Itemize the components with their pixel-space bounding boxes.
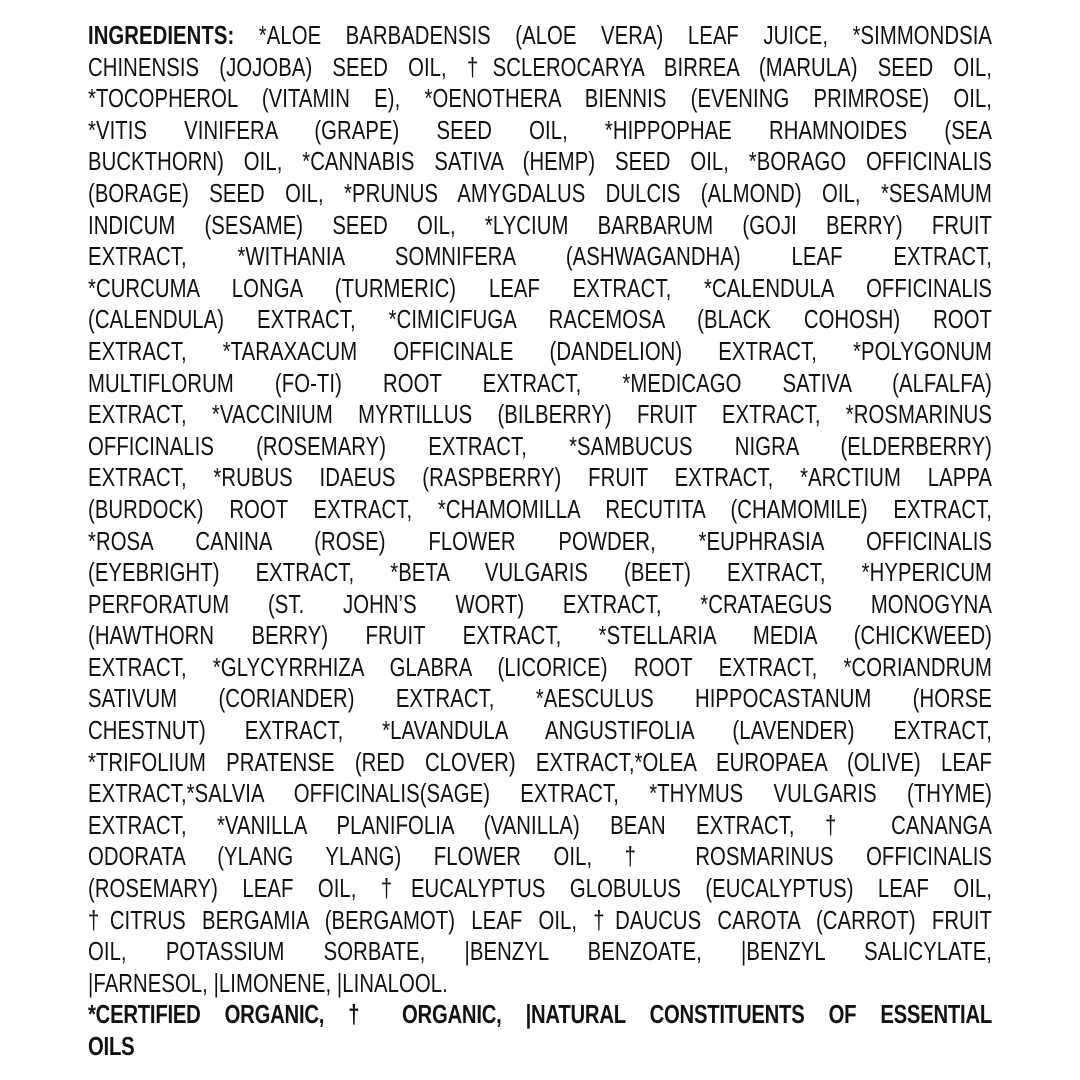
ingredients-first-line <box>88 20 992 52</box>
ingredients-line: EXTRACT, *VANILLA PLANIFOLIA (VANILLA) BEAN EXTRACT, † CANANGA <box>88 809 993 840</box>
ingredients-line: *VITIS VINIFERA (GRAPE) SEED OIL, *HIPPOPHAE RHAMNOIDES (SEA <box>88 114 993 145</box>
ingredients-line: ODORATA (YLANG YLANG) FLOWER OIL, † ROSMARINUS OFFICINALIS <box>88 841 993 872</box>
ingredients-text-block <box>88 20 992 1063</box>
ingredients-line: (HAWTHORN BERRY) FRUIT EXTRACT, *STELLARIA MEDIA (CHICKWEED) <box>88 620 993 651</box>
ingredients-line: BUCKTHORN) OIL, *CANNABIS SATIVA (HEMP) SEED OIL, *BORAGO OFFICINALIS <box>88 146 993 177</box>
ingredients-last-line: |FARNESOL, |LIMONENE, |LINALOOL. <box>88 967 448 998</box>
ingredients-line: CHINENSIS (JOJOBA) SEED OIL, †SCLEROCARYA BIRREA (MARULA) SEED OIL, <box>88 51 993 82</box>
ingredients-line: *TRIFOLIUM PRATENSE (RED CLOVER) EXTRACT,*OLEA EUROPAEA (OLIVE) LEAF <box>88 746 993 777</box>
ingredients-line: MULTIFLORUM (FO-TI) ROOT EXTRACT, *MEDICAGO SATIVA (ALFALFA) <box>88 367 993 398</box>
ingredients-line: (BORAGE) SEED OIL, *PRUNUS AMYGDALUS DULCIS (ALMOND) OIL, *SESAMUM <box>88 177 993 208</box>
ingredients-line: EXTRACT, *WITHANIA SOMNIFERA (ASHWAGANDHA) LEAF EXTRACT, <box>88 241 993 272</box>
ingredients-line: EXTRACT, *VACCINIUM MYRTILLUS (BILBERRY) FRUIT EXTRACT, *ROSMARINUS <box>88 399 993 430</box>
ingredients-line: EXTRACT, *RUBUS IDAEUS (RASPBERRY) FRUIT EXTRACT, *ARCTIUM LAPPA <box>88 462 993 493</box>
ingredients-line: (EYEBRIGHT) EXTRACT, *BETA VULGARIS (BEET) EXTRACT, *HYPERICUM <box>88 557 993 588</box>
ingredients-line: EXTRACT,*SALVIA OFFICINALIS(SAGE) EXTRACT, *THYMUS VULGARIS (THYME) <box>88 778 993 809</box>
ingredients-line: EXTRACT, *GLYCYRRHIZA GLABRA (LICORICE) ROOT EXTRACT, *CORIANDRUM <box>88 651 993 682</box>
ingredients-line: CHESTNUT) EXTRACT, *LAVANDULA ANGUSTIFOLIA (LAVENDER) EXTRACT, <box>88 715 993 746</box>
ingredients-line: INDICUM (SESAME) SEED OIL, *LYCIUM BARBARUM (GOJI BERRY) FRUIT <box>88 209 993 240</box>
ingredients-line: *ROSA CANINA (ROSE) FLOWER POWDER, *EUPHRASIA OFFICINALIS <box>88 525 993 556</box>
ingredients-line: EXTRACT, *TARAXACUM OFFICINALE (DANDELION) EXTRACT, *POLYGONUM <box>88 335 993 366</box>
ingredients-line: OIL, POTASSIUM SORBATE, |BENZYL BENZOATE, |BENZYL SALICYLATE, <box>88 936 993 967</box>
ingredients-line: (BURDOCK) ROOT EXTRACT, *CHAMOMILLA RECUTITA (CHAMOMILE) EXTRACT, <box>88 493 993 524</box>
ingredients-line: †CITRUS BERGAMIA (BERGAMOT) LEAF OIL, †DAUCUS CAROTA (CARROT) FRUIT <box>88 904 993 935</box>
ingredients-line: PERFORATUM (ST. JOHN’S WORT) EXTRACT, *CRATAEGUS MONOGYNA <box>88 588 993 619</box>
ingredients-line: (ROSEMARY) LEAF OIL, †EUCALYPTUS GLOBULUS (EUCALYPTUS) LEAF OIL, <box>88 873 993 904</box>
ingredients-heading: INGREDIENTS: <box>88 20 235 50</box>
ingredients-line: SATIVUM (CORIANDER) EXTRACT, *AESCULUS HIPPOCASTANUM (HORSE <box>88 683 993 714</box>
legend-line-1: *CERTIFIED ORGANIC, † ORGANIC, |NATURAL CONSTITUENTS OF ESSENTIAL <box>88 999 993 1030</box>
ingredients-line: *TOCOPHEROL (VITAMIN E), *OENOTHERA BIENNIS (EVENING PRIMROSE) OIL, <box>88 83 993 114</box>
ingredients-line: (CALENDULA) EXTRACT, *CIMICIFUGA RACEMOSA (BLACK COHOSH) ROOT <box>88 304 993 335</box>
ingredients-line: *CURCUMA LONGA (TURMERIC) LEAF EXTRACT, *CALENDULA OFFICINALIS <box>88 272 993 303</box>
ingredients-line: OFFICINALIS (ROSEMARY) EXTRACT, *SAMBUCUS NIGRA (ELDERBERRY) <box>88 430 993 461</box>
legend-line-2: OILS <box>88 1031 135 1061</box>
ingredients-first-line-text: *ALOE BARBADENSIS (ALOE VERA) LEAF JUICE, *SIMMONDSIA <box>258 20 993 50</box>
